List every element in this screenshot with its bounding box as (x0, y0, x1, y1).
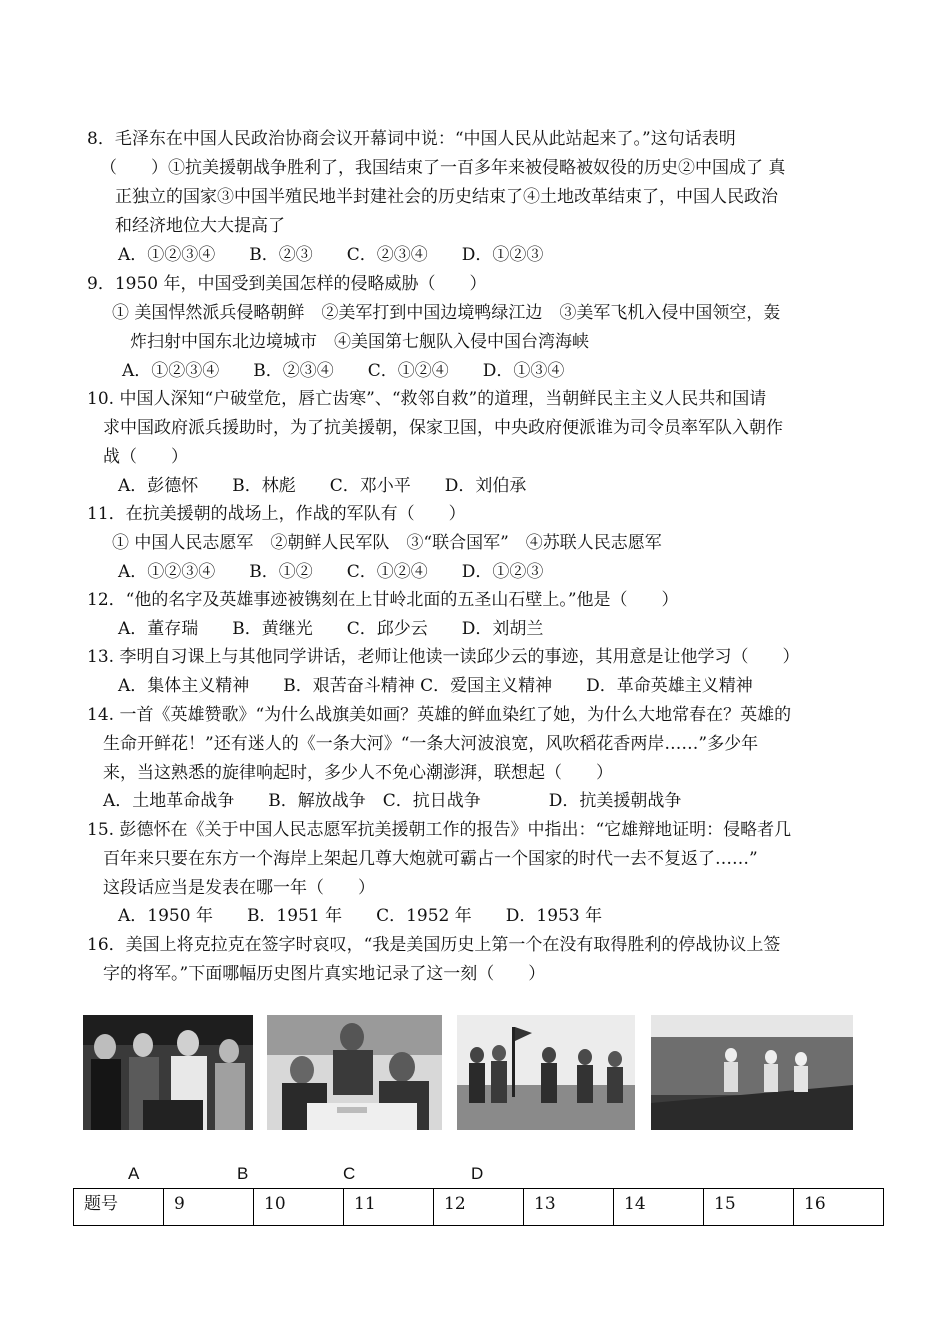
photo-label-b: B (237, 1164, 249, 1183)
text-line: 求中国政府派兵援助时，为了抗美援朝，保家卫国，中央政府便派谁为司令员率军队入朝作 (103, 418, 783, 438)
text-line: （ ）①抗美援朝战争胜利了，我国结束了一百多年来被侵略被奴役的历史②中国成了 真 (100, 158, 786, 178)
table-cell: 16 (794, 1189, 884, 1226)
text-line: 15. 彭德怀在《关于中国人民志愿军抗美援朝工作的报告》中指出：“它雄辩地证明：侵略者几 (87, 820, 792, 840)
text-line: 这段话应当是发表在哪一年（ ） (103, 878, 375, 898)
answer-options: A．董存瑞 B．黄继光 C．邱少云 D．刘胡兰 (118, 619, 544, 639)
answer-options: A．①②③④ B．②③④ C．①②④ D．①③④ (122, 361, 565, 381)
answer-options: A．土地革命战争 B．解放战争 C．抗日战争 D．抗美援朝战争 (103, 791, 682, 811)
text-line: ① 中国人民志愿军 ②朝鲜人民军队 ③“联合国军” ④苏联人民志愿军 (112, 533, 662, 553)
answer-options: A．①②③④ B．①② C．①②④ D．①②③ (118, 562, 544, 582)
table-cell: 11 (344, 1189, 434, 1226)
text-line: 12．“他的名字及英雄事迹被镌刻在上甘岭北面的五圣山石壁上。”他是（ ） (87, 590, 679, 610)
photo-c (457, 1015, 635, 1130)
text-line: 和经济地位大大提高了 (115, 216, 285, 236)
table-cell: 15 (704, 1189, 794, 1226)
photo-label-d: D (471, 1164, 484, 1183)
answer-options: A．彭德怀 B．林彪 C．邓小平 D．刘伯承 (118, 476, 527, 496)
table-cell: 14 (614, 1189, 704, 1226)
table-cell: 13 (524, 1189, 614, 1226)
answer-options: A．集体主义精神 B．艰苦奋斗精神 C．爱国主义精神 D．革命英雄主义精神 (118, 676, 753, 696)
table-cell: 9 (164, 1189, 254, 1226)
answer-options: A．1950 年 B．1951 年 C．1952 年 D．1953 年 (118, 906, 603, 926)
photo-label-a: A (128, 1164, 140, 1183)
text-line: 10. 中国人深知“户破堂危，唇亡齿寒”、“救邻自救”的道理，当朝鲜民主主义人民共和国请 (87, 389, 767, 409)
photo-d (651, 1015, 853, 1130)
text-line: 生命开鲜花！”还有迷人的《一条大河》“一条大河波浪宽，风吹稻花香两岸……”多少年 (103, 734, 759, 754)
text-line: 字的将军。”下面哪幅历史图片真实地记录了这一刻（ ） (103, 964, 546, 984)
text-line: 来，当这熟悉的旋律响起时，多少人不免心潮澎湃，联想起（ ） (103, 763, 613, 783)
text-line: 正独立的国家③中国半殖民地半封建社会的历史结束了④土地改革结束了，中国人民政治 (115, 187, 778, 207)
text-line: 11．在抗美援朝的战场上，作战的军队有（ ） (87, 504, 466, 524)
text-line: 8．毛泽东在中国人民政治协商会议开幕词中说：“中国人民从此站起来了。”这句话表明 (87, 129, 736, 149)
table-row (74, 1189, 884, 1226)
text-line: 14. 一首《英雄赞歌》“为什么战旗美如画？英雄的鲜血染红了她，为什么大地常春在？英雄的 (87, 705, 792, 725)
text-line: 9．1950 年，中国受到美国怎样的侵略威胁（ ） (87, 274, 487, 294)
table-cell: 10 (254, 1189, 344, 1226)
text-line: ① 美国悍然派兵侵略朝鲜 ②美军打到中国边境鸭绿江边 ③美军飞机入侵中国领空，轰 (112, 303, 781, 323)
photo-b (267, 1015, 442, 1130)
text-line: 百年来只要在东方一个海岸上架起几尊大炮就可霸占一个国家的时代一去不复返了……” (103, 849, 758, 869)
text-line: 战（ ） (103, 447, 188, 467)
answer-options: A．①②③④ B．②③ C．②③④ D．①②③ (118, 245, 544, 265)
text-line: 13. 李明自习课上与其他同学讲话，老师让他读一读邱少云的事迹，其用意是让他学习（ ） (87, 647, 800, 667)
table-header-cell: 题号 (74, 1189, 164, 1226)
text-line: 16．美国上将克拉克在签字时哀叹，“我是美国历史上第一个在没有取得胜利的停战协议上签 (87, 935, 781, 955)
answer-table (73, 1188, 884, 1226)
photo-label-c: C (343, 1164, 356, 1183)
table-cell: 12 (434, 1189, 524, 1226)
photo-a (83, 1015, 253, 1130)
text-line: 炸扫射中国东北边境城市 ④美国第七舰队入侵中国台湾海峡 (130, 332, 589, 352)
